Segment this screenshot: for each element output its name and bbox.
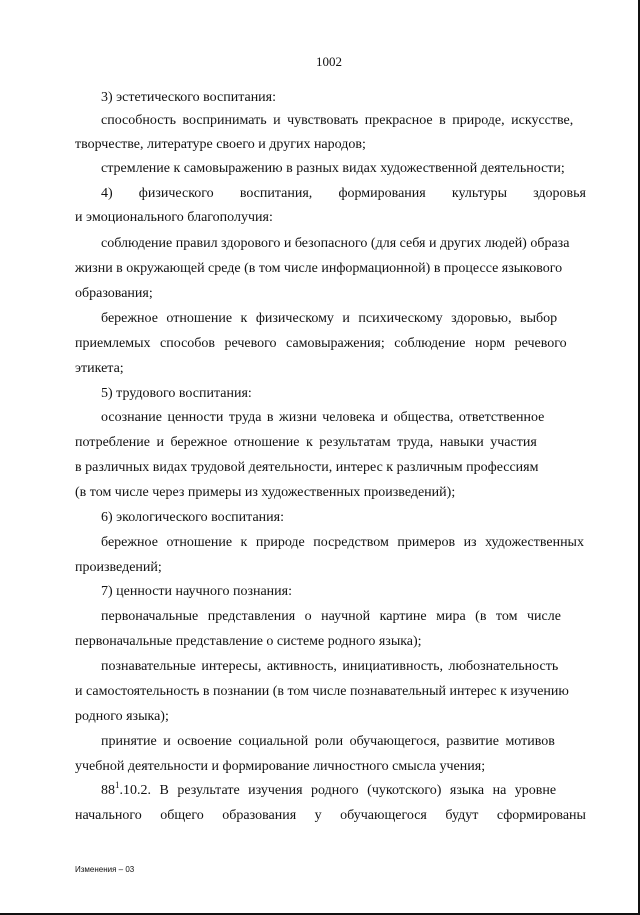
word: 4) bbox=[101, 186, 113, 201]
word: физического bbox=[138, 186, 214, 201]
text-line-content: .10.2. В результате изучения родного (чукотского) языка на уровне bbox=[119, 783, 557, 798]
word: начального bbox=[75, 808, 142, 823]
text-line: соблюдение правил здорового и безопасного (для себя и других людей) образа bbox=[101, 236, 570, 251]
text-line bbox=[101, 780, 557, 799]
section-number: 88 bbox=[101, 783, 115, 798]
text-line: произведений; bbox=[75, 560, 162, 575]
text-line: потребление и бережное отношение к результатам труда, навыки участия bbox=[75, 435, 537, 450]
text-line: и эмоционального благополучия: bbox=[75, 210, 273, 225]
text-line: 6) экологического воспитания: bbox=[101, 510, 284, 525]
page-number: 1002 bbox=[316, 54, 342, 69]
word: здоровья bbox=[533, 186, 586, 201]
text-line: стремление к самовыражению в разных видах художественной деятельности; bbox=[101, 161, 565, 176]
word: образования bbox=[222, 808, 297, 823]
text-line: бережное отношение к природе посредством примеров из художественных bbox=[101, 535, 584, 550]
word: общего bbox=[160, 808, 204, 823]
footer-revision-note: Изменения – 03 bbox=[75, 865, 135, 874]
text-line: жизни в окружающей среде (в том числе информационной) в процессе языкового bbox=[75, 261, 563, 276]
text-line: принятие и освоение социальной роли обучающегося, развитие мотивов bbox=[101, 734, 555, 749]
text-line: познавательные интересы, активность, инициативность, любознательность bbox=[101, 659, 559, 674]
text-line: в различных видах трудовой деятельности, интерес к различным профессиям bbox=[75, 460, 539, 475]
text-line-justified bbox=[101, 186, 586, 202]
word: сформированы bbox=[496, 808, 586, 823]
text-line: первоначальные представление о системе родного языка); bbox=[75, 634, 422, 649]
word: обучающегося bbox=[340, 808, 427, 823]
text-line-justified bbox=[75, 808, 586, 824]
text-line: 7) ценности научного познания: bbox=[101, 584, 292, 599]
word: у bbox=[314, 808, 322, 823]
text-line: этикета; bbox=[75, 361, 124, 376]
word: воспитания, bbox=[239, 186, 313, 201]
text-line-content: способность воспринимать и чувствовать прекрасное в природе, искусстве, bbox=[101, 113, 574, 128]
text-line: осознание ценности труда в жизни человека и общества, ответственное bbox=[101, 410, 545, 425]
word: культуры bbox=[451, 186, 508, 201]
text-line: первоначальные представления о научной картине мира (в том числе bbox=[101, 609, 561, 624]
text-line: творчестве, литературе своего и других народов; bbox=[75, 137, 366, 152]
word: будут bbox=[445, 808, 479, 823]
word: формирования bbox=[338, 186, 426, 201]
text-line: учебной деятельности и формирование личностного смысла учения; bbox=[75, 759, 486, 774]
text-line: родного языка); bbox=[75, 709, 169, 724]
text-line bbox=[101, 113, 586, 129]
text-line: 3) эстетического воспитания: bbox=[101, 90, 277, 105]
section-number-superscript: 1 bbox=[115, 780, 120, 790]
text-line: образования; bbox=[75, 286, 153, 301]
text-line: (в том числе через примеры из художественных произведений); bbox=[75, 485, 456, 500]
text-line: и самостоятельность в познании (в том числе познавательный интерес к изучению bbox=[75, 684, 569, 699]
text-line: приемлемых способов речевого самовыражения; соблюдение норм речевого bbox=[75, 336, 567, 351]
text-line: 5) трудового воспитания: bbox=[101, 386, 252, 401]
text-line: бережное отношение к физическому и психическому здоровью, выбор bbox=[101, 311, 558, 326]
